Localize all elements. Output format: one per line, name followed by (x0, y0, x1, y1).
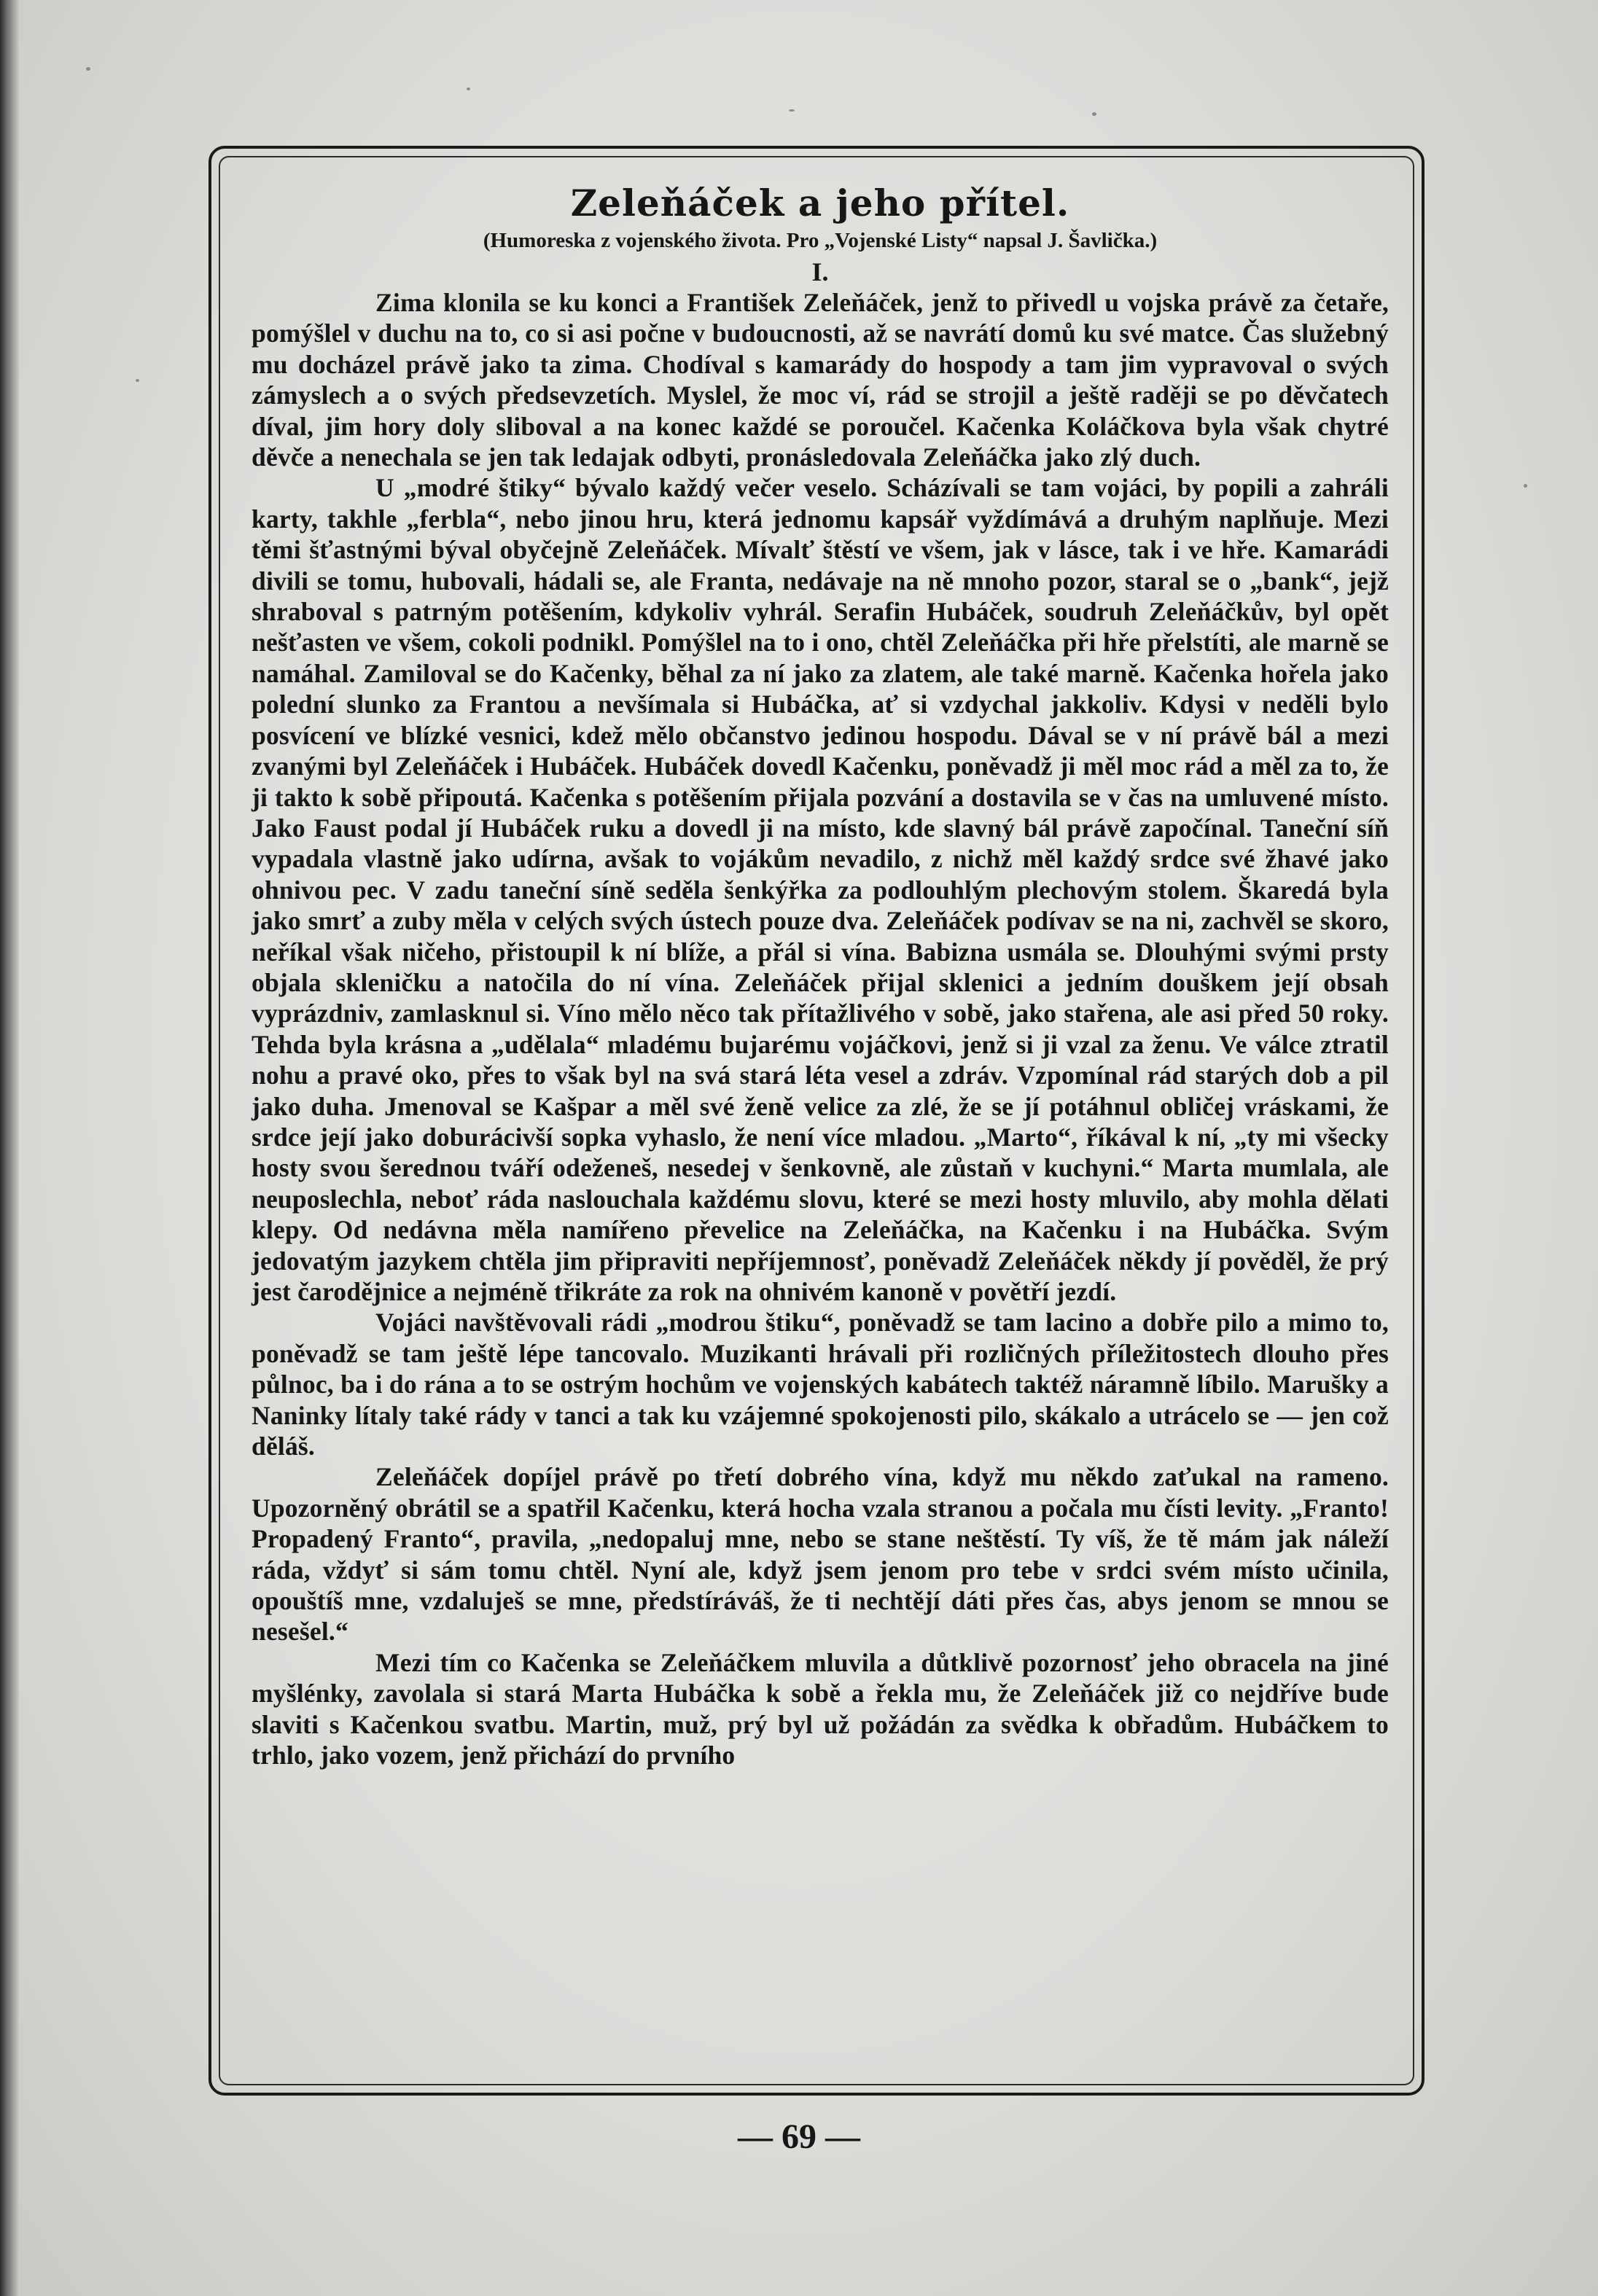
paragraph: Vojáci navštěvovali rádi „modrou štiku“, poněvadž se tam lacino a dobře pilo a mimo to, poněvadž se tam ještě lépe tancovalo. Muzikanti hrávali při rozličných příležitostech dlouho přes půlnoc, ba i do rána a to se ostrým hochům ve vojenských kabátech taktéž náramně líbilo. Marušky a Naninky lítaly také rády v tanci a tak ku vzájemné spokojenosti pilo, skákalo a utrácelo se — jen což děláš. (252, 1308, 1389, 1461)
paragraph: U „modré štiky“ bývalo každý večer veselo. Scházívali se tam vojáci, by popili a zahráli karty, takhle „ferbla“, nebo jinou hru, která jednomu kapsář vyždímává a druhým naplňuje. Mezi těmi šťastnými býval obyčejně Zeleňáček. Mívalť štěstí ve všem, jak v lásce, tak i ve hře. Kamarádi divili se tomu, hubovali, hádali se, ale Franta, nedávaje na ně mnoho pozor, staral se o „bank“, jejž shraboval s patrným potěšením, kdykoliv vyhrál. Serafin Hubáček, soudruh Zeleňáčkův, byl opět nešťasten ve všem, cokoli podnikl. Pomýšlel na to i ono, chtěl Zeleňáčka při hře přelstíti, ale marně se namáhal. Zamiloval se do Kačenky, běhal za ní jako za zlatem, ale také marně. Kačenka hořela jako polední slunko za Frantou a nevšímala si Hubáčka, ať si vzdychal jakkoliv. Kdysi v neděli bylo posvícení ve blízké vesnici, kdež mělo občanstvo jedinou hospodu. Dával se v ní právě bál a mezi zvanými byl Zeleňáček i Hubáček. Hubáček dovedl Kačenku, poněvadž ji měl moc rád a měl za to, že ji takto k sobě připoutá. Kačenka s potěšením přijala pozvání a dostavila se v čas na umluvené místo. Jako Faust podal jí Hubáček ruku a dovedl ji na místo, kde slavný bál právě započínal. Taneční síň vypadala vlastně jako udírna, avšak to vojákům nevadilo, z nichž měl každý srdce své žhavé jako ohnivou pec. V zadu taneční síně seděla šenkýřka za podlouhlým plechovým stolem. Škaredá byla jako smrť a zuby měla v celých svých ústech pouze dva. Zeleňáček podívav se na ni, zachvěl se skoro, neříkal však ničeho, přistoupil k ní blíže, a přál si vína. Babizna usmála se. Dlouhými svými prsty objala skleničku a natočila do ní vína. Zeleňáček přijal sklenici a jedním douškem její obsah vyprázdniv, zamlasknul si. Víno mělo něco tak přítažlivého v sobě, jako stařena, ale asi před 50 roky. Tehda byla krásna a „udělala“ mladému bujarému vojáčkovi, jenž si ji vzal za ženu. Ve válce ztratil nohu a pravé oko, přes to však byl na svá stará léta vesel a zdráv. Vzpomínal rád starých dob a pil jako duha. Jmenoval se Kašpar a měl své ženě velice za zlé, že se jí potáhnul obličej vráskami, že srdce její jako doburácivší sopka vyhaslo, že není více mladou. „Marto“, říkával k ní, „ty mi všecky hosty svou šerednou tváří odeženeš, nesedej v šenkovně, ale zůstaň v kuchyni.“ Marta mumlala, ale neuposlechla, neboť ráda naslouchala každému slovu, které se mezi hosty mluvilo, aby mohla dělati klepy. Od nedávna měla namířeno převelice na Zeleňáčka, na Kačenku i na Hubáčka. Svým jedovatým jazykem chtěla jim připraviti nepříjemnosť, poněvadž Zeleňáček někdy jí pověděl, že prý jest čarodějnice a nejméně třikráte za rok na ohnivém kanoně v povětří jezdí. (252, 473, 1389, 1306)
scan-speck (1092, 112, 1096, 116)
scan-speck (467, 87, 470, 90)
article-body (252, 181, 1389, 1771)
page-binding-edge (0, 0, 19, 2296)
article-title: Zeleňáček a jeho přítel. (570, 181, 1070, 224)
chapter-heading: I. (811, 257, 829, 286)
page-number: — 69 — (738, 2117, 860, 2156)
paragraph: Mezi tím co Kačenka se Zeleňáčkem mluvila a důtklivě pozornosť jeho obracela na jiné myšlénky, zavolala si stará Marta Hubáčka k sobě a řekla mu, že Zeleňáček již co nejdříve bude slaviti s Kačenkou svatbu. Martin, muž, prý byl už požádán za svědka k obřadům. Hubáčkem to trhlo, jako vozem, jenž přichází do prvního (252, 1647, 1389, 1770)
paragraph: Zima klonila se ku konci a František Zeleňáček, jenž to přivedl u vojska právě za četaře, pomýšlel v duchu na to, co si asi počne v budoucnosti, až se navrátí domů ku své matce. Čas služebný mu docházel právě jako ta zima. Chodíval s kamarády do hospody a tam jim vypravoval o svých zámyslech a o svých předsevzetích. Myslel, že moc ví, rád se strojil a ještě raději se po děvčatech díval, jim hory doly sliboval a na konec každé se poroučel. Kačenka Koláčkova byla však chytré děvče a nenechala se jen tak ledajak odbyti, pronásledovala Zeleňáčka jako zlý duch. (252, 288, 1389, 472)
scan-speck (789, 109, 795, 112)
scan-speck (86, 67, 90, 71)
scan-speck (1524, 484, 1527, 488)
scan-speck (136, 379, 139, 382)
paragraph: Zeleňáček dopíjel právě po třetí dobrého vína, když mu někdo zaťukal na rameno. Upozorněný obrátil se a spatřil Kačenku, která hocha vzala stranou a počala mu čísti levity. „Franto! Propadený Franto“, pravila, „nedopaluj mne, nebo se stane neštěstí. Ty víš, že tě mám jak náleží ráda, vždyť si sám tomu chtěl. Nyní ale, když jsem jenom pro tebe v srdci svém místo učinila, opouštíš mne, vzdaluješ se mne, předstíráváš, že ti nechtějí dáti přes čas, abys jenom se mnou se nesešel.“ (252, 1462, 1389, 1647)
article-subtitle: (Humoreska z vojenského života. Pro „Vojenské Listy“ napsal J. Šavlička.) (483, 229, 1158, 252)
